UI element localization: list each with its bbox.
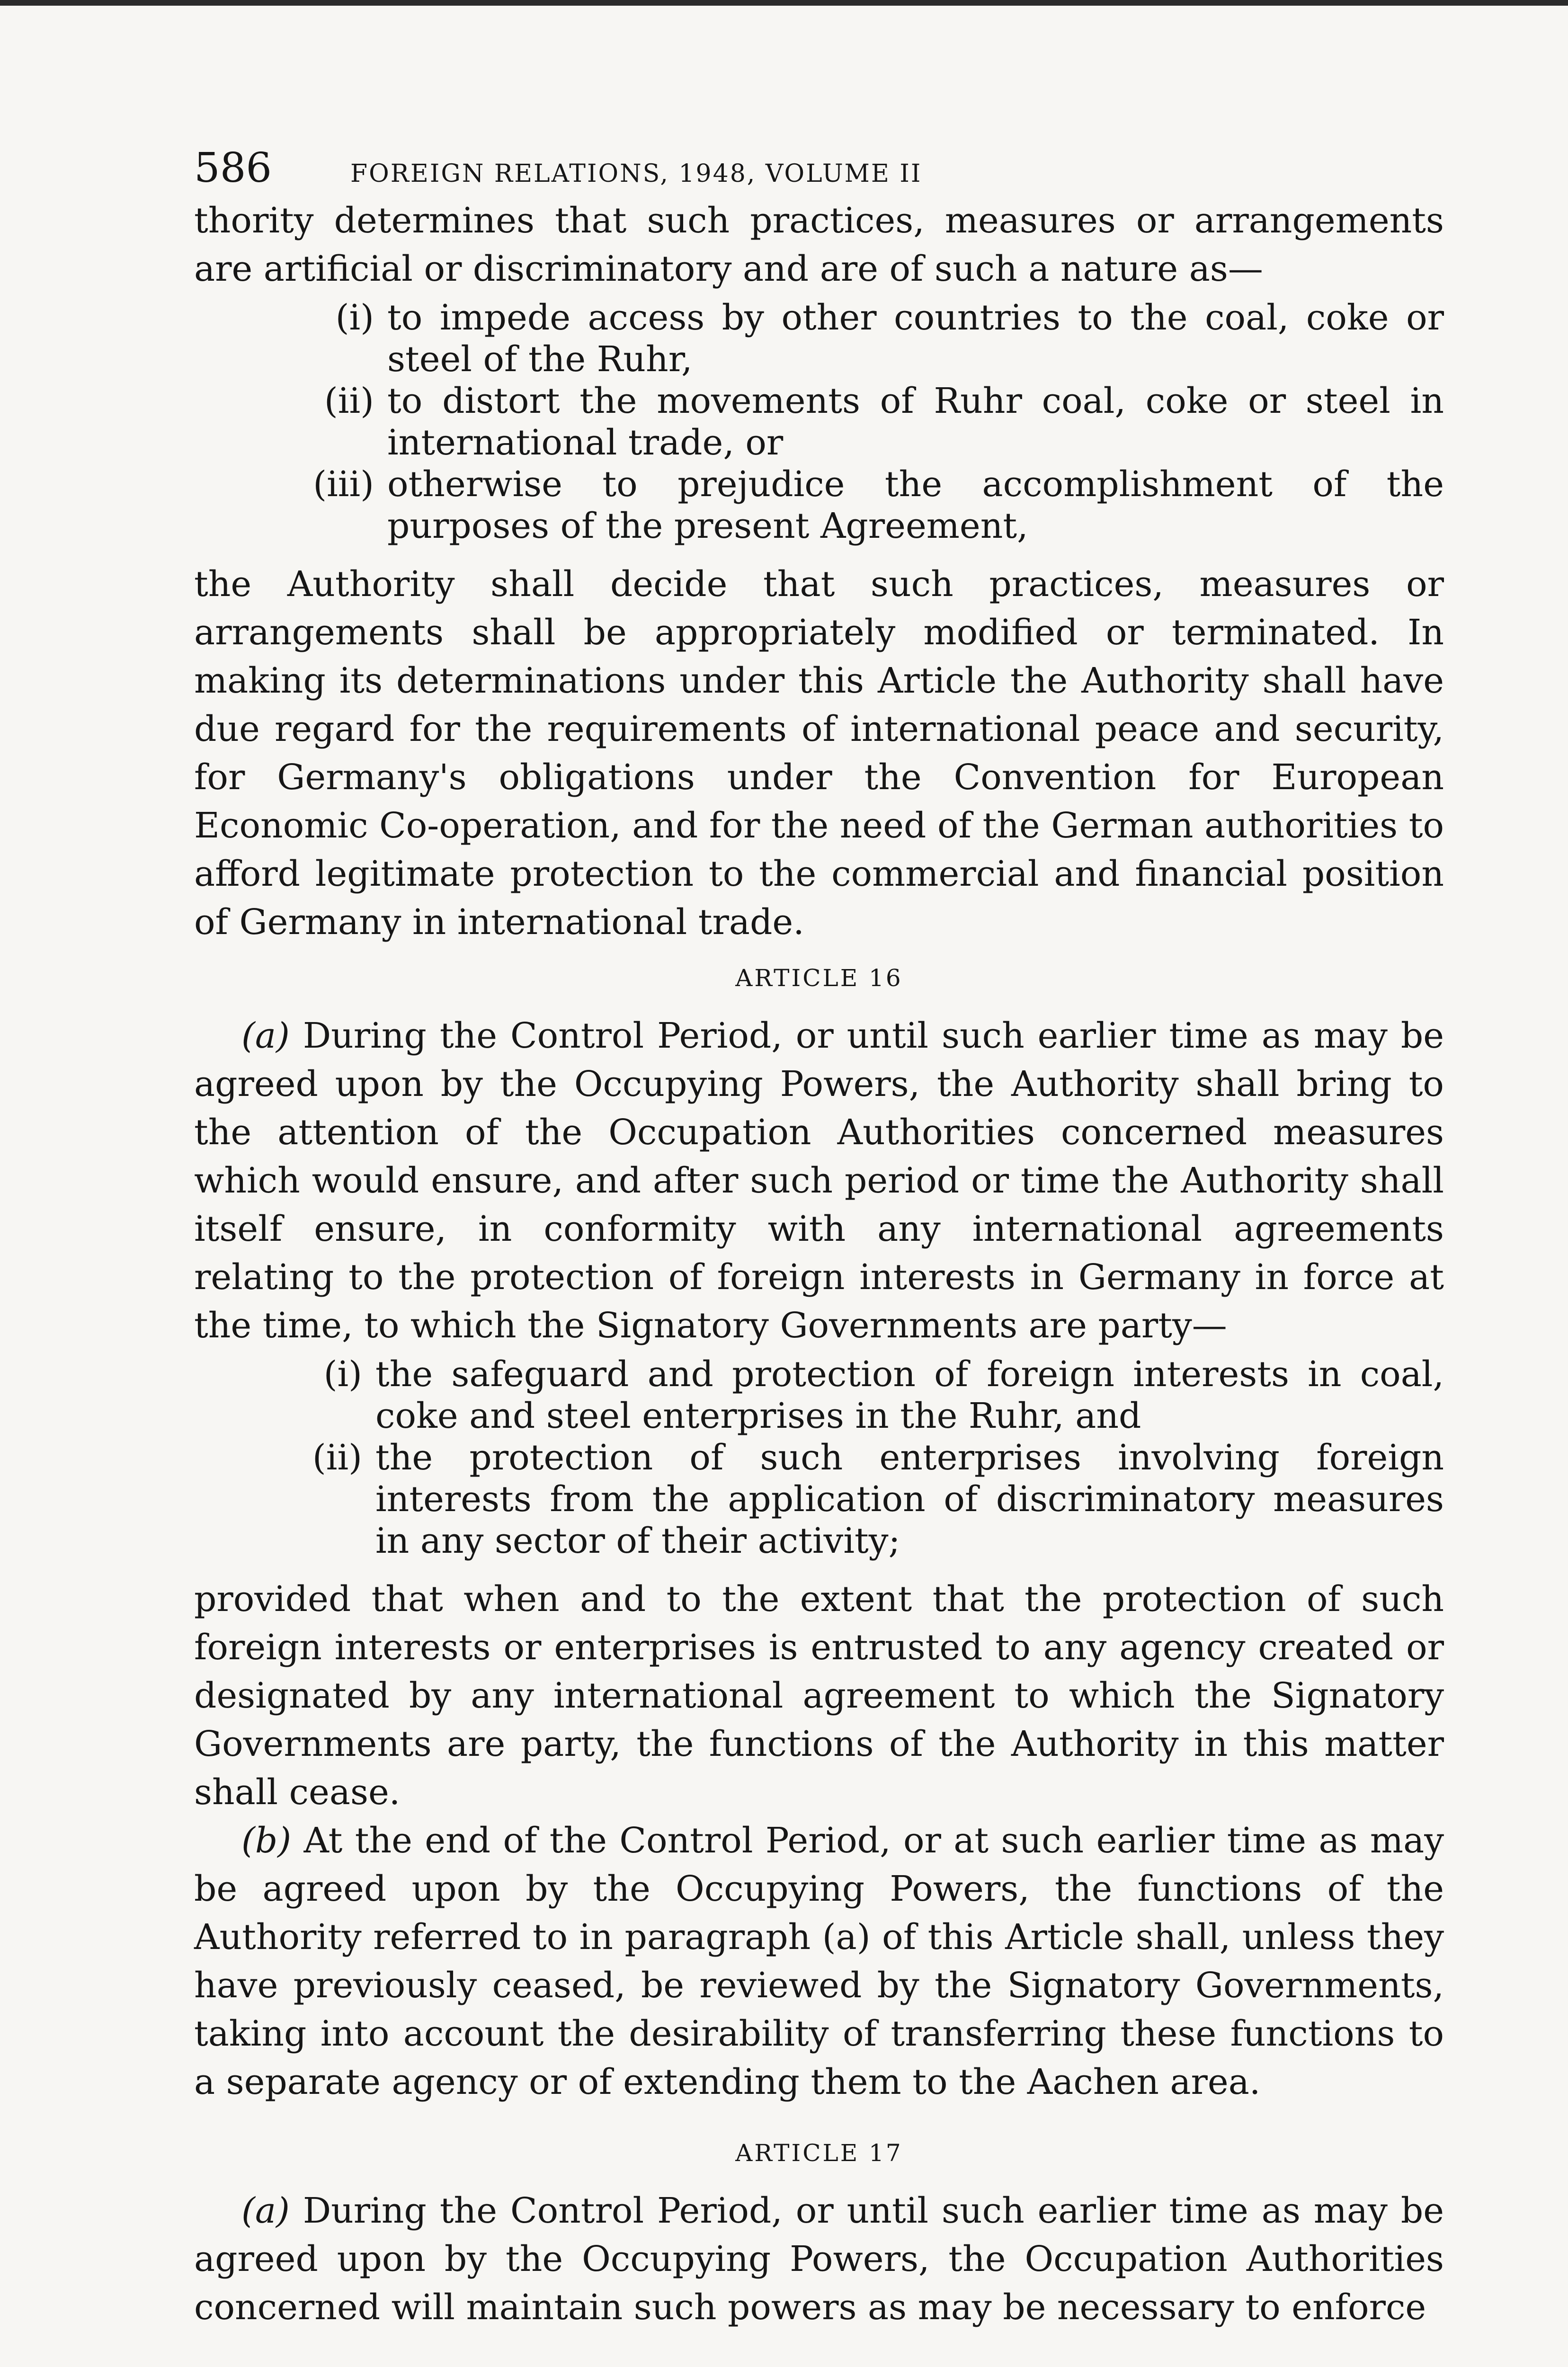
proviso-paragraph: provided that when and to the extent that the protection of such foreign interests or enterprises is entrusted to any agency created or designated by any international agreement to which the Signatory Governments are party, the functions of the Authority in this matter shall cease. xyxy=(194,1579,1444,1813)
article-16-para-b xyxy=(194,1816,1444,2106)
para-a-text: During the Control Period, or until such earlier time as may be agreed upon by the Occupying Powers, the Authority shall bring to the attention of the Occupation Authorities concerned measures which would ensure, and after such period or time the Authority shall itself ensure, in conformity with any international agreements relating to the protection of foreign interests in Germany in force at the time, to which the Signatory Governments are party— xyxy=(194,1015,1444,1346)
list-item xyxy=(194,380,1444,463)
list-item-number: (i) xyxy=(323,1354,362,1395)
list-item xyxy=(194,1437,1444,1562)
list-item xyxy=(194,463,1444,547)
list-item-text: to impede access by other countries to the coal, coke or steel of the Ruhr, xyxy=(387,297,1444,380)
para-a-label: (a) xyxy=(241,2190,290,2231)
article-16-heading: ARTICLE 16 xyxy=(735,964,903,992)
top-border xyxy=(0,0,1568,6)
list-item-number: (iii) xyxy=(313,464,374,505)
list-item-number: (ii) xyxy=(312,1437,362,1478)
para-a-text: During the Control Period, or until such earlier time as may be agreed upon by the Occupying Powers, the Occupation Authorities concerned will maintain such powers as may be necessary to enforce xyxy=(194,2190,1444,2328)
page-number: 586 xyxy=(194,144,272,192)
para-b-label: (b) xyxy=(241,1820,292,1861)
list-item-number: (ii) xyxy=(324,381,374,421)
article-17-para-a xyxy=(194,2187,1444,2331)
article-16-para-a xyxy=(194,1012,1444,1350)
document-page xyxy=(194,144,1444,2331)
list-item xyxy=(194,1353,1444,1437)
article-17-heading: ARTICLE 17 xyxy=(735,2139,903,2167)
list-article15 xyxy=(194,297,1444,547)
page-header xyxy=(194,144,1444,196)
list-article16 xyxy=(194,1353,1444,1562)
para-b-text: At the end of the Control Period, or at such earlier time as may be agreed upon by the Occupying Powers, the functions of the Authority referred to in paragraph (a) of this Article shall, unless they have previously ceased, be reviewed by the Signatory Governments, taking into account the desirability of transferring these functions to a separate agency or of extending them to the Aachen area. xyxy=(194,1820,1444,2102)
list-item-text: to distort the movements of Ruhr coal, coke or steel in international trade, or xyxy=(387,381,1444,463)
determination-paragraph: the Authority shall decide that such practices, measures or arrangements shall be appropriately modified or terminated. In making its determinations under this Article the Authority shall have due regard for the requirements of international peace and security, for Germany's obligations under the Convention for European Economic Co-operation, and for the need of the German authorities to afford legitimate protection to the commercial and financial position of Germany in international trade. xyxy=(194,564,1444,943)
list-item-text: otherwise to prejudice the accomplishment of the purposes of the present Agreement, xyxy=(387,464,1444,546)
list-item-text: the safeguard and protection of foreign interests in coal, coke and steel enterprises in the Ruhr, and xyxy=(375,1354,1444,1436)
list-item-number: (i) xyxy=(335,297,374,338)
running-head: FOREIGN RELATIONS, 1948, VOLUME II xyxy=(350,160,922,188)
list-item-text: the protection of such enterprises involving foreign interests from the application of discriminatory measures in any sector of their activity; xyxy=(375,1437,1444,1561)
para-a-label: (a) xyxy=(241,1015,290,1056)
intro-paragraph: thority determines that such practices, measures or arrangements are artificial or discriminatory and are of such a nature as— xyxy=(194,200,1444,289)
list-item xyxy=(194,297,1444,380)
